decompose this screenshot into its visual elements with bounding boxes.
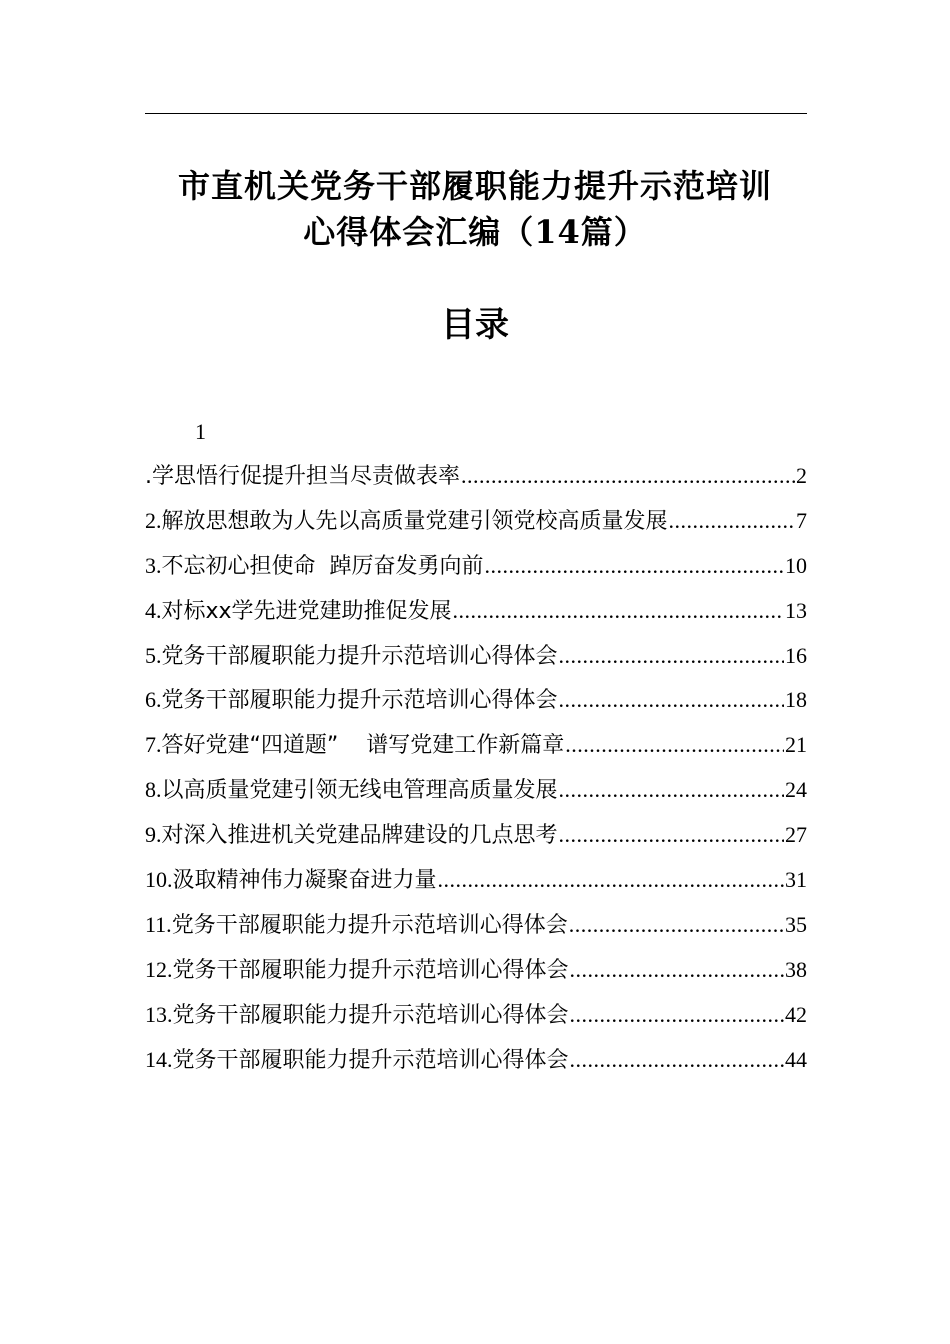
toc-entry[interactable] <box>145 682 807 727</box>
toc-entry-page: 24 <box>785 777 807 803</box>
toc-entry[interactable] <box>145 817 807 862</box>
toc-entry-title: 党务干部履职能力提升示范培训心得体会 <box>172 1047 569 1073</box>
toc-entry-title: 对深入推进机关党建品牌建设的几点思考 <box>161 823 558 849</box>
toc-entry-title: 对标xx学先进党建助推促发展 <box>161 598 452 624</box>
toc-entry-page: 38 <box>785 956 807 982</box>
toc-entry-page: 35 <box>785 911 807 937</box>
toc-entry-number: 7. <box>145 732 162 758</box>
toc-entry[interactable] <box>145 638 807 683</box>
toc-entry-number: 14. <box>145 1046 173 1072</box>
document-title-line-2: 心得体会汇编（14篇） <box>303 213 647 251</box>
toc-entry[interactable] <box>145 593 807 638</box>
toc-entry[interactable] <box>145 907 807 952</box>
toc-entry-title: .学思悟行促提升担当尽责做表率 <box>145 464 460 489</box>
toc-heading: 目录 <box>441 305 509 345</box>
toc-entry-title: 党务干部履职能力提升示范培训心得体会 <box>172 1002 569 1028</box>
toc-entry-page: 31 <box>785 867 807 893</box>
toc-entry-number: 8. <box>145 777 162 803</box>
toc-dot-leader <box>570 1042 784 1078</box>
toc-entry-page: 18 <box>785 687 807 713</box>
toc-dot-leader <box>559 682 784 718</box>
toc-entry-number: 3. <box>145 552 162 578</box>
toc-entry-title: 党务干部履职能力提升示范培训心得体会 <box>161 688 558 714</box>
toc-entry-number: 9. <box>145 822 162 848</box>
toc-entry-page: 10 <box>785 552 807 578</box>
toc-entry-title: 不忘初心担使命 踔厉奋发勇向前 <box>161 553 484 579</box>
toc-dot-leader <box>570 997 784 1033</box>
toc-entry-title: 党务干部履职能力提升示范培训心得体会 <box>161 643 558 669</box>
toc-entry[interactable] <box>145 548 807 593</box>
header-rule <box>145 113 807 114</box>
toc-entry-title: 汲取精神伟力凝聚奋进力量 <box>172 868 437 894</box>
toc-entry[interactable] <box>145 458 807 503</box>
toc-entry-number: 11. <box>145 911 172 937</box>
toc-entry[interactable] <box>145 727 807 772</box>
toc-entry[interactable] <box>145 862 807 907</box>
toc-entry-page: 2 <box>796 463 807 488</box>
toc-dot-leader <box>559 772 784 808</box>
toc-entry[interactable] <box>145 952 807 997</box>
toc-entry-title: 党务干部履职能力提升示范培训心得体会 <box>172 957 569 983</box>
table-of-contents <box>145 458 807 1086</box>
toc-entry[interactable] <box>145 503 807 548</box>
toc-entry[interactable] <box>145 997 807 1042</box>
toc-dot-leader <box>559 638 784 674</box>
toc-entry-number: 4. <box>145 597 162 623</box>
document-title-line-1: 市直机关党务干部履职能力提升示范培训 <box>177 167 772 205</box>
toc-dot-leader <box>570 952 784 988</box>
toc-orphan-number: 1 <box>195 419 206 444</box>
toc-entry[interactable] <box>145 1042 807 1087</box>
toc-entry-page: 44 <box>785 1046 807 1072</box>
toc-dot-leader <box>485 548 785 584</box>
toc-entry-number: 10. <box>145 867 173 893</box>
toc-entry-number: 12. <box>145 956 173 982</box>
toc-dot-leader <box>438 862 784 898</box>
toc-entry-number: 13. <box>145 1001 173 1027</box>
toc-dot-leader <box>461 458 795 494</box>
toc-dot-leader <box>559 817 784 853</box>
toc-dot-leader <box>669 503 795 539</box>
toc-entry-page: 21 <box>785 732 807 758</box>
toc-entry-page: 16 <box>785 642 807 668</box>
toc-entry-page: 13 <box>785 597 807 623</box>
toc-dot-leader <box>565 727 784 763</box>
toc-entry[interactable] <box>145 772 807 817</box>
toc-entry-title: 以高质量党建引领无线电管理高质量发展 <box>161 778 558 804</box>
toc-entry-title: 答好党建“四道题” 谱写党建工作新篇章 <box>161 733 565 759</box>
toc-entry-number: 5. <box>145 642 162 668</box>
toc-entry-number: 2. <box>145 507 162 533</box>
toc-entry-page: 27 <box>785 822 807 848</box>
toc-entry-title: 党务干部履职能力提升示范培训心得体会 <box>171 912 568 938</box>
toc-dot-leader <box>569 907 784 943</box>
toc-entry-title: 解放思想敢为人先以高质量党建引领党校高质量发展 <box>161 508 668 534</box>
toc-entry-page: 7 <box>796 507 807 533</box>
toc-dot-leader <box>453 593 784 629</box>
toc-entry-number: 6. <box>145 687 162 713</box>
toc-entry-page: 42 <box>785 1001 807 1027</box>
